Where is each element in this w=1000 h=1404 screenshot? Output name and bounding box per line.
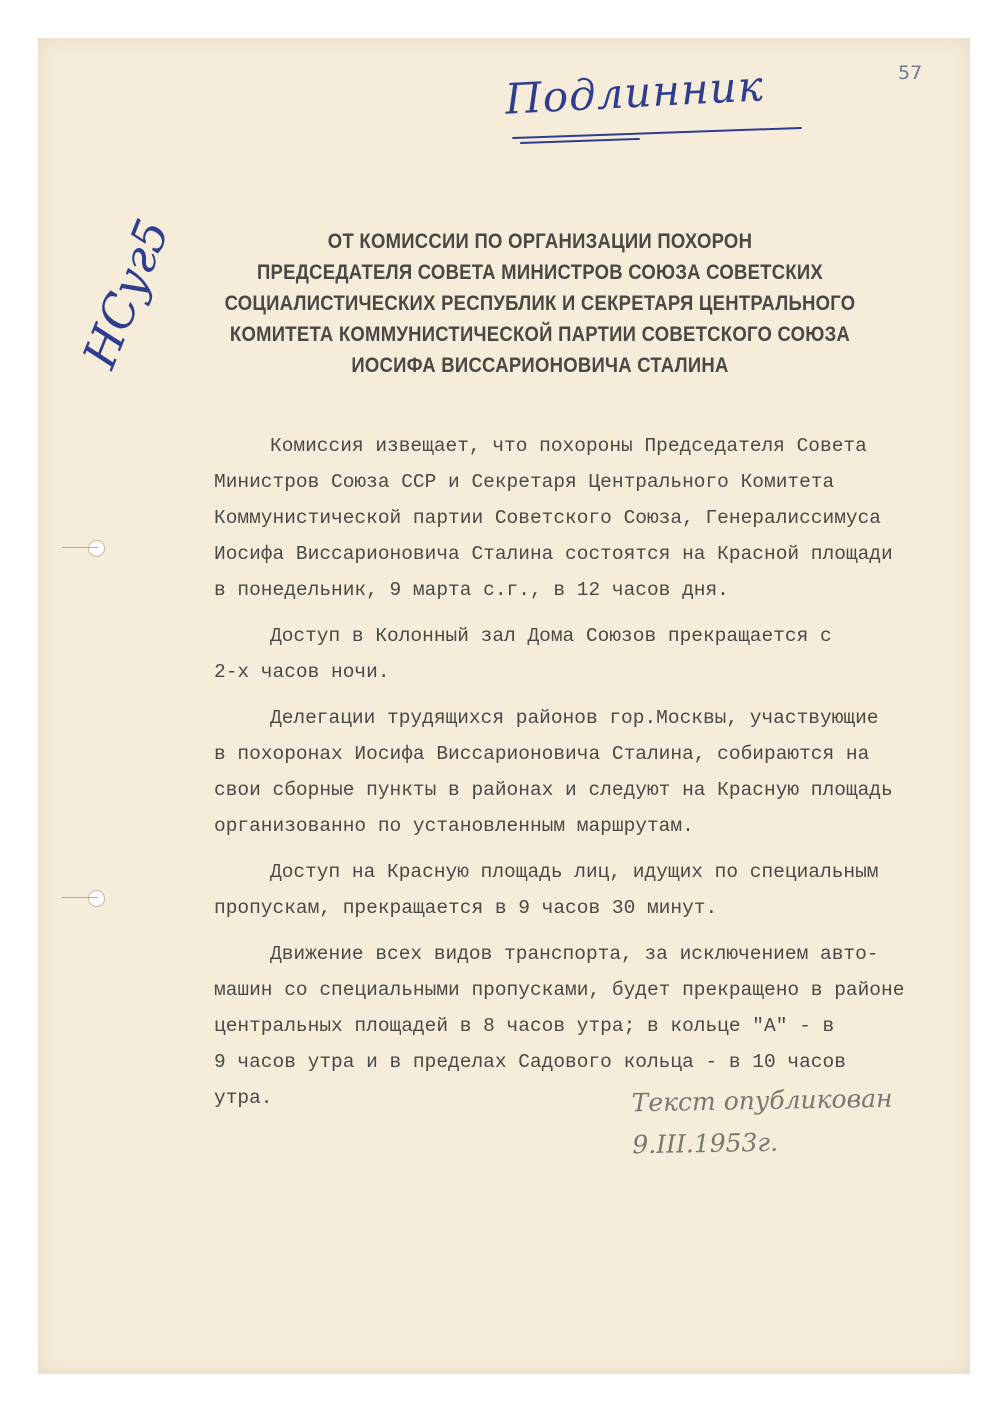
text-line: Коммунистической партии Советского Союза, Генералиссимуса — [214, 507, 882, 529]
text-line: в понедельник, 9 марта с.г., в 12 часов дня. — [214, 579, 729, 601]
text-line: утра. — [214, 1087, 273, 1109]
text-line: пропускам, прекращается в 9 часов 30 минут. — [214, 897, 718, 919]
heading-line: ОТ КОМИССИИ ПО ОРГАНИЗАЦИИ ПОХОРОН — [327, 230, 753, 253]
text-line: свои сборные пункты в районах и следуют на Красную площадь — [214, 779, 893, 801]
text-line: организованно по установленным маршрутам. — [214, 815, 694, 837]
text-line: Делегации трудящихся районов гор.Москвы, участвующие — [270, 707, 879, 729]
heading-line: СОЦИАЛИСТИЧЕСКИХ РЕСПУБЛИК И СЕКРЕТАРЯ ЦЕНТРАЛЬНОГО — [224, 292, 856, 315]
paragraph-hall-access — [214, 618, 974, 690]
text-line: Движение всех видов транспорта, за исключением авто- — [270, 943, 879, 965]
published-note-date: 9.III.1953г. — [632, 1127, 779, 1160]
document-heading — [223, 226, 857, 381]
paragraph-announcement — [214, 428, 974, 608]
heading-line: КОМИТЕТА КОММУНИСТИЧЕСКОЙ ПАРТИИ СОВЕТСКОГО СОЮЗА — [229, 323, 851, 346]
paragraph-delegations — [214, 700, 974, 844]
heading-line: ИОСИФА ВИССАРИОНОВИЧА СТАЛИНА — [351, 354, 729, 377]
fold-mark-upper — [62, 547, 98, 548]
text-line: в похоронах Иосифа Виссарионовича Сталина, собираются на — [214, 743, 870, 765]
text-line: Комиссия извещает, что похороны Председателя Совета — [270, 435, 867, 457]
text-line: машин со специальными пропусками, будет прекращено в районе — [214, 979, 905, 1001]
margin-handwritten-note: НСуг5 — [72, 211, 180, 376]
text-line: центральных площадей в 8 часов утра; в кольце "А" - в — [214, 1015, 835, 1037]
document-body — [214, 428, 974, 1116]
published-note-line: Текст опубликован — [631, 1083, 893, 1118]
text-line: Доступ на Красную площадь лиц, идущих по специальным — [270, 861, 879, 883]
text-line: Доступ в Колонный зал Дома Союзов прекращается с — [270, 625, 832, 647]
text-line: 2-х часов ночи. — [214, 661, 390, 683]
heading-line: ПРЕДСЕДАТЕЛЯ СОВЕТА МИНИСТРОВ СОЮЗА СОВЕТСКИХ — [256, 261, 824, 284]
text-line: Иосифа Виссарионовича Сталина состоятся на Красной площади — [214, 543, 893, 565]
text-line: Министров Союза ССР и Секретаря Центрального Комитета — [214, 471, 835, 493]
punch-hole-lower — [88, 890, 105, 907]
text-line: 9 часов утра и в пределах Садового кольца - в 10 часов — [214, 1051, 846, 1073]
published-note-handwritten — [631, 1078, 893, 1167]
paragraph-square-access — [214, 854, 974, 926]
original-stamp-handwritten: Подлинник — [503, 61, 765, 124]
fold-mark-lower — [62, 897, 98, 898]
page-number: 57 — [898, 62, 923, 84]
punch-hole-upper — [88, 540, 105, 557]
